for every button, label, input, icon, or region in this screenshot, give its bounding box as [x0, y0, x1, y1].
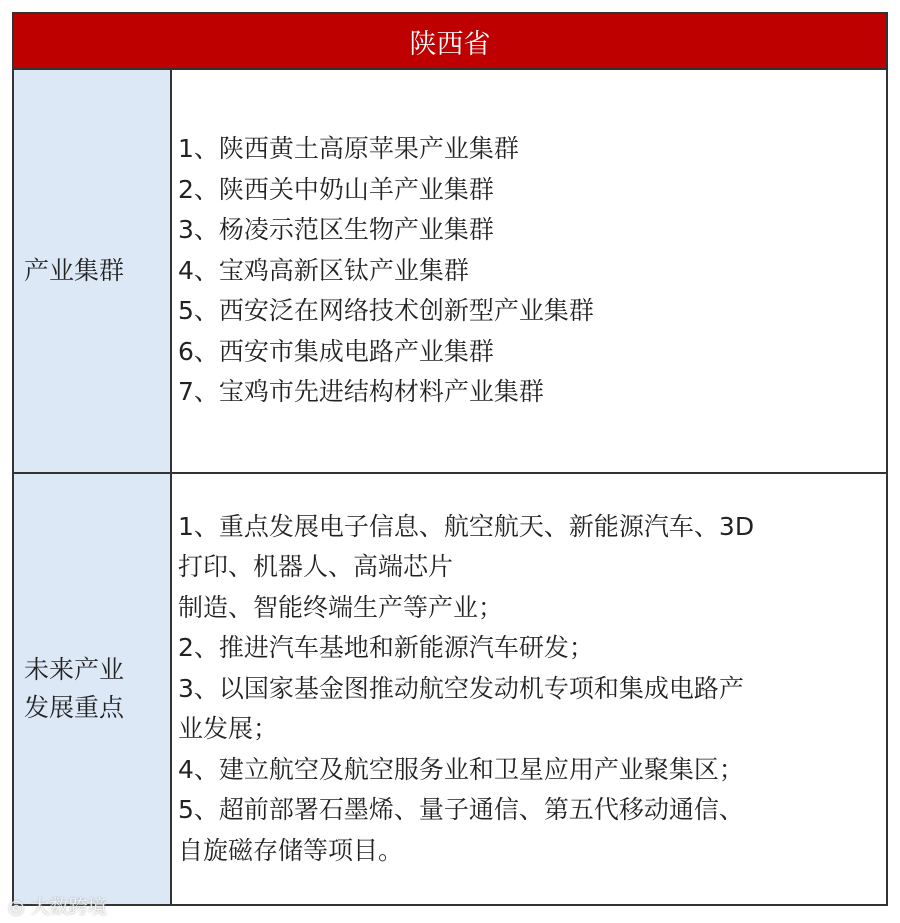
watermark-logo-icon: ◎: [8, 896, 31, 918]
list-item: 1、陕西黄土高原苹果产业集群: [178, 134, 519, 164]
list-item: 业发展；: [178, 714, 279, 744]
province-table: [12, 12, 888, 906]
future-focus-list: [171, 473, 887, 905]
list-item: 制造、智能终端生产等产业；: [178, 592, 504, 622]
row-label-industry-clusters: 产业集群: [13, 69, 171, 473]
row-label-future-focus: [13, 473, 171, 905]
label-line: 未来产业: [24, 655, 125, 684]
table-row: [13, 473, 887, 905]
watermark-text: 大数跨境: [30, 896, 107, 918]
list-item: 7、宝鸡市先进结构材料产业集群: [178, 377, 544, 407]
list-item: 自旋磁存储等项目。: [178, 835, 404, 865]
list-item: 5、西安泛在网络技术创新型产业集群: [178, 296, 594, 326]
list-item: 3、杨凌示范区生物产业集群: [178, 215, 494, 245]
list-item: 4、宝鸡高新区钛产业集群: [178, 255, 469, 285]
list-item: 5、超前部署石墨烯、量子通信、第五代移动通信、: [178, 795, 744, 825]
list-item: 2、推进汽车基地和新能源汽车研发；: [178, 633, 594, 663]
list-item: 打印、机器人、高端芯片: [178, 552, 454, 582]
industry-clusters-list: [171, 69, 887, 473]
list-item: 4、建立航空及航空服务业和卫星应用产业聚集区；: [178, 754, 744, 784]
list-item: 2、陕西关中奶山羊产业集群: [178, 174, 494, 204]
list-item: 1、重点发展电子信息、航空航天、新能源汽车、3D: [178, 511, 755, 541]
table-title: 陕西省: [13, 13, 887, 69]
watermark: [8, 892, 107, 919]
list-item: 6、西安市集成电路产业集群: [178, 336, 494, 366]
list-item: 3、以国家基金图推动航空发动机专项和集成电路产: [178, 673, 744, 703]
label-line: 发展重点: [24, 693, 125, 722]
table-row: [13, 69, 887, 473]
